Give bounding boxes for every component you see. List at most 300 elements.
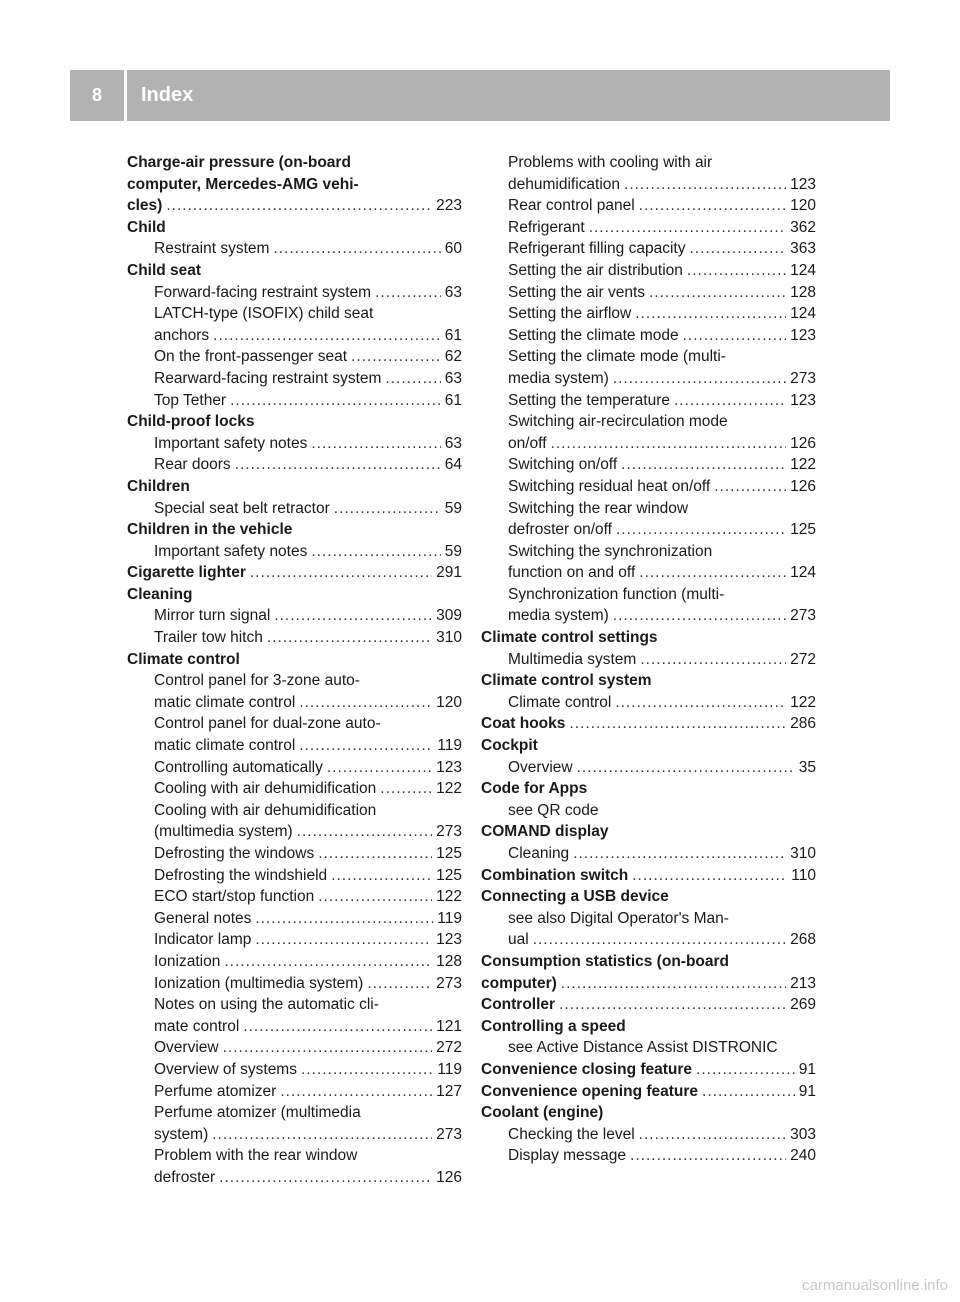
entry-text: Cleaning (508, 845, 570, 862)
leader-dots (635, 303, 786, 325)
entry-text: Important safety notes (154, 434, 308, 452)
entry-text: Convenience opening feature (481, 1082, 699, 1100)
page-reference: 272 (436, 1039, 462, 1057)
entry-text: Perfume atomizer (multimedia (154, 1104, 361, 1122)
page-reference: 303 (790, 1125, 816, 1143)
page-reference: 273 (436, 974, 462, 992)
entry-text: Restraint system (154, 240, 270, 258)
entry-text: Top Tether (154, 391, 227, 409)
entry-text: Child-proof locks (127, 413, 255, 431)
page-reference: 273 (436, 823, 462, 841)
page-reference: 223 (436, 197, 462, 215)
index-subentry (127, 1059, 462, 1081)
index-entry (127, 217, 462, 239)
entry-text: Mirror turn signal (154, 607, 271, 625)
page-reference: 63 (444, 369, 462, 387)
entry-text: Special seat belt retractor (154, 499, 330, 517)
entry-text: on/off (508, 434, 547, 452)
index-entry (127, 152, 462, 174)
index-subentry (127, 627, 462, 649)
leader-dots (624, 174, 786, 196)
leader-dots (589, 217, 786, 239)
index-subentry (481, 800, 816, 822)
entry-text: Checking the level (508, 1125, 635, 1143)
entry-text: Overview of systems (154, 1060, 297, 1078)
page-reference: 119 (437, 737, 462, 755)
entry-text: General notes (154, 909, 252, 927)
index-subentry (127, 1167, 462, 1189)
index-subentry (127, 973, 462, 995)
leader-dots (301, 1059, 433, 1081)
leader-dots (250, 562, 432, 584)
index-subentry (481, 390, 816, 412)
entry-text: anchors (154, 326, 210, 344)
page-reference: 273 (790, 369, 816, 387)
page-reference: 123 (790, 326, 816, 344)
index-entry (127, 562, 462, 584)
page-reference: 121 (436, 1017, 462, 1035)
page-reference: 126 (790, 477, 816, 495)
entry-text: computer, Mercedes-AMG vehi- (127, 175, 359, 193)
leader-dots (639, 195, 786, 217)
index-subentry (481, 195, 816, 217)
index-entry (127, 260, 462, 282)
entry-text: LATCH-type (ISOFIX) child seat (154, 305, 374, 323)
page-reference: 240 (790, 1147, 816, 1165)
index-entry (481, 1059, 816, 1081)
page-reference: 110 (791, 866, 816, 884)
index-subentry (127, 1124, 462, 1146)
entry-text: Control panel for dual-zone auto- (154, 715, 381, 733)
entry-text: Control panel for 3-zone auto- (154, 672, 360, 690)
index-subentry (127, 735, 462, 757)
leader-dots (616, 519, 786, 541)
section-title: Index (141, 84, 194, 106)
entry-text: Setting the air distribution (508, 261, 683, 279)
page-reference: 363 (790, 240, 816, 258)
page-reference: 128 (436, 952, 462, 970)
page-reference: 122 (790, 693, 816, 711)
index-entry (481, 865, 816, 887)
entry-text: see QR code (508, 801, 599, 819)
page-reference: 310 (436, 629, 462, 647)
page-reference: 124 (790, 564, 816, 582)
entry-text: On the front-passenger seat (154, 348, 348, 366)
entry-text: COMAND display (481, 823, 609, 841)
entry-text: Notes on using the automatic cli- (154, 996, 379, 1014)
entry-text: Problems with cooling with air (508, 154, 713, 171)
entry-text: see Active Distance Assist DISTRONIC (508, 1039, 778, 1057)
index-entry (481, 886, 816, 908)
index-subentry (127, 670, 462, 692)
entry-text: function on and off (508, 564, 636, 582)
index-subentry (481, 692, 816, 714)
page-reference: 63 (444, 283, 462, 301)
index-entry (481, 778, 816, 800)
index-subentry (127, 908, 462, 930)
index-entry (127, 411, 462, 433)
entry-text: Cooling with air dehumidification (154, 780, 377, 798)
entry-text: defroster (154, 1168, 216, 1186)
index-subentry (481, 605, 816, 627)
index-subentry (481, 584, 816, 606)
index-subentry (127, 454, 462, 476)
page-reference: 63 (444, 434, 462, 452)
index-subentry (127, 605, 462, 627)
entry-text: cles) (127, 197, 163, 215)
page-reference: 122 (436, 888, 462, 906)
entry-text: Children (127, 477, 190, 495)
entry-text: Climate control system (481, 672, 652, 690)
entry-text: dehumidification (508, 175, 621, 193)
entry-text: Trailer tow hitch (154, 629, 263, 647)
entry-text: Controller (481, 996, 556, 1014)
index-subentry (127, 886, 462, 908)
entry-text: Important safety notes (154, 542, 308, 560)
entry-text: Controlling a speed (481, 1017, 626, 1035)
leader-dots (255, 908, 433, 930)
entry-text: Ionization (154, 952, 221, 970)
entry-text: Cleaning (127, 585, 193, 603)
entry-text: Forward-facing restraint system (154, 283, 372, 301)
entry-text: Refrigerant (508, 218, 585, 236)
leader-dots (334, 498, 441, 520)
index-subentry (481, 843, 816, 865)
page-reference: 362 (790, 218, 816, 236)
page-reference: 125 (790, 521, 816, 539)
leader-dots (274, 605, 432, 627)
index-subentry (127, 843, 462, 865)
entry-text: Refrigerant filling capacity (508, 240, 686, 258)
leader-dots (573, 843, 786, 865)
page-reference: 126 (790, 434, 816, 452)
watermark: carmanualsonline.info (802, 1277, 948, 1294)
entry-text: see also Digital Operator's Man- (508, 909, 729, 927)
index-subentry (127, 238, 462, 260)
page-reference: 119 (437, 909, 462, 927)
entry-text: Ionization (multimedia system) (154, 974, 364, 992)
index-subentry (127, 994, 462, 1016)
index-entry (481, 973, 816, 995)
leader-dots (255, 929, 432, 951)
index-entry (481, 1102, 816, 1124)
index-subentry (127, 757, 462, 779)
leader-dots (613, 368, 786, 390)
leader-dots (213, 325, 441, 347)
page-header (70, 70, 890, 121)
index-subentry (127, 282, 462, 304)
leader-dots (380, 778, 432, 800)
index-subentry (127, 865, 462, 887)
leader-dots (649, 282, 786, 304)
index-entry (127, 476, 462, 498)
leader-dots (267, 627, 432, 649)
page-reference: 91 (798, 1082, 816, 1100)
page-reference: 126 (436, 1168, 462, 1186)
leader-dots (577, 757, 795, 779)
entry-text: Multimedia system (508, 650, 637, 668)
leader-dots (702, 1081, 795, 1103)
index-entry (481, 735, 816, 757)
page-reference: 91 (798, 1060, 816, 1078)
entry-text: Child (127, 218, 166, 236)
entry-text: ECO start/stop function (154, 888, 315, 906)
index-subentry (481, 1145, 816, 1167)
index-entry (481, 821, 816, 843)
leader-dots (318, 843, 432, 865)
page-reference: 123 (790, 391, 816, 409)
index-entry (481, 670, 816, 692)
page-reference: 273 (790, 607, 816, 625)
page-reference: 61 (444, 391, 462, 409)
page-reference: 124 (790, 305, 816, 323)
index-entry (127, 649, 462, 671)
page-reference: 122 (790, 456, 816, 474)
entry-text: Defrosting the windshield (154, 866, 328, 884)
entry-text: Convenience closing feature (481, 1060, 693, 1078)
index-subentry (127, 498, 462, 520)
index-subentry (127, 1037, 462, 1059)
leader-dots (318, 886, 432, 908)
index-subentry (127, 778, 462, 800)
leader-dots (696, 1059, 795, 1081)
entry-text: Charge-air pressure (on-board (127, 154, 351, 171)
index-entry (481, 951, 816, 973)
index-subentry (127, 1016, 462, 1038)
entry-text: Climate control settings (481, 629, 658, 647)
entry-text: Children in the vehicle (127, 521, 293, 539)
entry-text: Rearward-facing restraint system (154, 369, 382, 387)
index-subentry (127, 692, 462, 714)
entry-text: ual (508, 931, 529, 949)
leader-dots (674, 390, 786, 412)
leader-dots (235, 454, 441, 476)
entry-text: Coat hooks (481, 715, 566, 733)
entry-text: Switching air-recirculation mode (508, 413, 728, 431)
index-subentry (481, 1124, 816, 1146)
index-subentry (481, 260, 816, 282)
index-subentry (481, 1037, 816, 1059)
entry-text: Switching on/off (508, 456, 618, 474)
index-subentry (481, 282, 816, 304)
leader-dots (327, 757, 432, 779)
entry-text: matic climate control (154, 693, 296, 711)
page-reference: 120 (436, 693, 462, 711)
leader-dots (639, 1124, 786, 1146)
entry-text: computer) (481, 974, 557, 992)
leader-dots (375, 282, 441, 304)
index-subentry (127, 433, 462, 455)
index-subentry (127, 325, 462, 347)
index-subentry (481, 541, 816, 563)
leader-dots (639, 562, 786, 584)
leader-dots (551, 433, 787, 455)
entry-text: Rear control panel (508, 197, 635, 215)
index-entry (127, 519, 462, 541)
entry-text: defroster on/off (508, 521, 612, 539)
entry-text: Setting the air vents (508, 283, 645, 301)
leader-dots (683, 325, 787, 347)
index-entry (481, 713, 816, 735)
index-subentry (127, 1081, 462, 1103)
leader-dots (367, 973, 432, 995)
page-reference: 59 (444, 542, 462, 560)
index-subentry (127, 800, 462, 822)
leader-dots (689, 238, 786, 260)
entry-text: matic climate control (154, 737, 296, 755)
entry-text: Defrosting the windows (154, 845, 315, 862)
entry-text: Coolant (engine) (481, 1104, 604, 1122)
index-subentry (127, 713, 462, 735)
entry-text: Consumption statistics (on-board (481, 952, 729, 970)
entry-text: Problem with the rear window (154, 1147, 358, 1165)
entry-text: Setting the climate mode (multi- (508, 348, 726, 366)
entry-text: Cooling with air dehumidification (154, 801, 377, 819)
page-reference: 64 (444, 456, 462, 474)
leader-dots (311, 541, 440, 563)
index-subentry (127, 1102, 462, 1124)
page-reference: 286 (790, 715, 816, 733)
leader-dots (561, 973, 786, 995)
leader-dots (299, 735, 433, 757)
entry-text: Perfume atomizer (154, 1082, 277, 1100)
index-subentry (481, 411, 816, 433)
index-subentry (127, 1145, 462, 1167)
leader-dots (299, 692, 432, 714)
index-subentry (481, 325, 816, 347)
index-subentry (481, 174, 816, 196)
entry-text: Setting the airflow (508, 305, 632, 323)
index-subentry (481, 346, 816, 368)
index-subentry (127, 368, 462, 390)
leader-dots (385, 368, 440, 390)
index-entry (127, 195, 462, 217)
index-entry (481, 1081, 816, 1103)
leader-dots (613, 605, 786, 627)
page-reference: 125 (436, 866, 462, 884)
entry-text: mate control (154, 1017, 240, 1035)
index-entry (127, 174, 462, 196)
index-subentry (481, 908, 816, 930)
leader-dots (166, 195, 432, 217)
entry-text: Combination switch (481, 866, 629, 884)
index-column-left (127, 152, 462, 1189)
entry-text: Switching residual heat on/off (508, 477, 711, 495)
index-subentry (127, 929, 462, 951)
index-subentry (481, 303, 816, 325)
index-subentry (481, 562, 816, 584)
leader-dots (714, 476, 786, 498)
page-number: 8 (91, 85, 102, 105)
leader-dots (331, 865, 432, 887)
page-reference: 309 (436, 607, 462, 625)
entry-text: Setting the climate mode (508, 326, 679, 344)
entry-text: Switching the rear window (508, 499, 689, 517)
index-subentry (481, 929, 816, 951)
index-entry (481, 1016, 816, 1038)
page-reference: 127 (436, 1082, 462, 1100)
leader-dots (243, 1016, 432, 1038)
entry-text: Connecting a USB device (481, 888, 669, 906)
leader-dots (297, 821, 432, 843)
page-reference: 213 (790, 974, 816, 992)
leader-dots (223, 1037, 433, 1059)
leader-dots (621, 454, 786, 476)
entry-text: Synchronization function (multi- (508, 585, 725, 603)
page-reference: 268 (790, 931, 816, 949)
index-subentry (481, 152, 816, 174)
entry-text: Overview (508, 758, 573, 776)
leader-dots (351, 346, 441, 368)
page-reference: 61 (444, 326, 462, 344)
index-subentry (481, 433, 816, 455)
entry-text: Overview (154, 1039, 219, 1057)
leader-dots (230, 390, 441, 412)
entry-text: Display message (508, 1147, 627, 1165)
page-reference: 273 (436, 1125, 462, 1143)
index-subentry (481, 476, 816, 498)
leader-dots (219, 1167, 432, 1189)
index-subentry (127, 821, 462, 843)
entry-text: Setting the temperature (508, 391, 670, 409)
index-subentry (481, 649, 816, 671)
entry-text: Child seat (127, 261, 202, 279)
entry-text: media system) (508, 369, 609, 387)
page-reference: 59 (444, 499, 462, 517)
leader-dots (615, 692, 786, 714)
entry-text: media system) (508, 607, 609, 625)
entry-text: Climate control (508, 693, 612, 711)
page-reference: 35 (798, 758, 816, 776)
page-reference: 122 (436, 780, 462, 798)
page-reference: 60 (444, 240, 462, 258)
entry-text: Code for Apps (481, 780, 588, 798)
page-reference: 124 (790, 261, 816, 279)
index-entry (481, 994, 816, 1016)
page-reference: 272 (790, 650, 816, 668)
page-reference: 120 (790, 197, 816, 215)
leader-dots (311, 433, 440, 455)
leader-dots (224, 951, 432, 973)
page-reference: 291 (436, 564, 462, 582)
index-subentry (481, 454, 816, 476)
leader-dots (559, 994, 786, 1016)
leader-dots (640, 649, 786, 671)
index-subentry (481, 498, 816, 520)
leader-dots (280, 1081, 432, 1103)
index-column-right (481, 152, 816, 1167)
page-reference: 123 (436, 758, 462, 776)
entry-text: Cockpit (481, 737, 538, 755)
index-subentry (127, 346, 462, 368)
leader-dots (273, 238, 440, 260)
entry-text: Indicator lamp (154, 931, 252, 949)
index-subentry (127, 303, 462, 325)
entry-text: Rear doors (154, 456, 231, 474)
page-reference: 269 (790, 996, 816, 1014)
leader-dots (630, 1145, 786, 1167)
page-reference: 123 (436, 931, 462, 949)
leader-dots (569, 713, 786, 735)
index-subentry (481, 238, 816, 260)
page-reference: 123 (790, 175, 816, 193)
entry-text: Climate control (127, 650, 240, 668)
header-divider (124, 70, 127, 121)
entry-text: Cigarette lighter (127, 564, 246, 582)
entry-text: system) (154, 1125, 209, 1143)
entry-text: (multimedia system) (154, 823, 293, 841)
leader-dots (212, 1124, 432, 1146)
